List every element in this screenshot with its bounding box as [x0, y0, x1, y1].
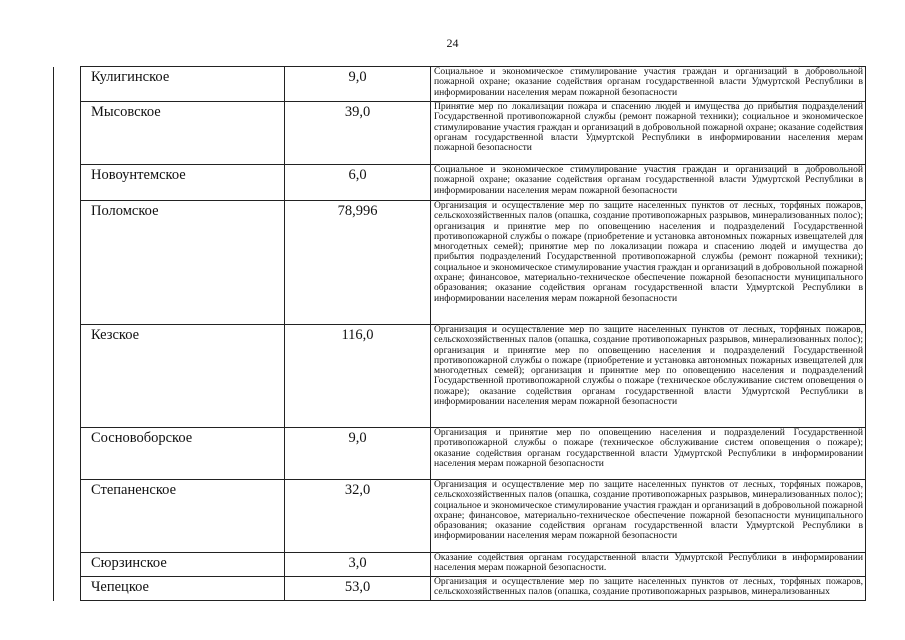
- amount-cell: 39,0: [285, 102, 431, 165]
- settlement-name: Чепецкое: [81, 577, 285, 601]
- measures-description: Организация и осуществление мер по защите населенных пунктов от лесных, торфяных пожаров, сельскохозяйственных палов (опашка, создание противопожарных разрывов, минерализованных полос); организация и принятие мер по оповещению населения и подразделений Государственной противопожарной службы о пожаре (приобретение и установка автономных пожарных извещателей для многодетных семей); организация и принятие мер по оповещению населения и подразделений Государственной противопожарной службы о пожаре (техническое обслуживание систем оповещения о пожаре); оказание содействия органам государственной власти Удмуртской Республики в информировании населения мерам пожарной безопасности: [431, 325, 866, 428]
- table-row: [54, 165, 866, 201]
- measures-description: Социальное и экономическое стимулирование участия граждан и организаций в добровольной пожарной охране; оказание содействия органам государственной власти Удмуртской Республики в информировании населения мерам пожарной безопасности: [431, 67, 866, 102]
- table-row: [54, 577, 866, 601]
- amount-cell: 53,0: [285, 577, 431, 601]
- table-row: [54, 428, 866, 480]
- amount-cell: 6,0: [285, 165, 431, 201]
- row-number-cell: [54, 165, 81, 201]
- measures-description: Организация и осуществление мер по защите населенных пунктов от лесных, торфяных пожаров, сельскохозяйственных палов (опашка, создание противопожарных разрывов, минерализованных: [431, 577, 866, 601]
- settlement-name: Сюрзинское: [81, 553, 285, 577]
- measures-description: Социальное и экономическое стимулирование участия граждан и организаций в добровольной пожарной охране; оказание содействия органам государственной власти Удмуртской Республики в информировании населения мерам пожарной безопасности: [431, 165, 866, 201]
- amount-cell: 116,0: [285, 325, 431, 428]
- row-number-cell: [54, 325, 81, 428]
- measures-description: Организация и осуществление мер по защите населенных пунктов от лесных, торфяных пожаров, сельскохозяйственных палов (опашка, создание противопожарных разрывов, минерализованных полос); социальное и экономическое стимулирование участия граждан и организаций в добровольной пожарной охране; финансовое, материально-техническое обеспечение пожарной безопасности муниципального образования; оказание содействия органам государственной власти Удмуртской Республики в информировании населения мерам пожарной безопасности: [431, 480, 866, 553]
- table-row: [54, 480, 866, 553]
- row-number-cell: [54, 428, 81, 480]
- settlement-name: Кезское: [81, 325, 285, 428]
- page-number: 24: [446, 36, 459, 50]
- measures-description: Оказание содействия органам государственной власти Удмуртской Республики в информировании населения мерам пожарной безопасности.: [431, 553, 866, 577]
- table-row: [54, 201, 866, 325]
- settlement-name: Кулигинское: [81, 67, 285, 102]
- row-number-cell: [54, 201, 81, 325]
- row-number-cell: [54, 553, 81, 577]
- row-number-cell: [54, 480, 81, 553]
- settlement-name: Сосновоборское: [81, 428, 285, 480]
- settlement-name: Новоунтемское: [81, 165, 285, 201]
- settlement-name: Степаненское: [81, 480, 285, 553]
- measures-description: Организация и осуществление мер по защите населенных пунктов от лесных, торфяных пожаров, сельскохозяйственных палов (опашка, создание противопожарных разрывов, минерализованных полос); организация и принятие мер по оповещению населения и подразделений Государственной противопожарной службы о пожаре (приобретение и установка автономных пожарных извещателей для многодетных семей); принятие мер по локализации пожара и спасению людей и имущества до прибытия подразделений Государственной противопожарной службы (ремонт пожарной техники); социальное и экономическое стимулирование участия граждан и организаций в добровольной пожарной охране; финансовое, материально-техническое обеспечение пожарной безопасности муниципального образования; оказание содействия органам государственной власти Удмуртской Республики в информировании населения мерам пожарной безопасности: [431, 201, 866, 325]
- row-number-cell: [54, 67, 81, 102]
- measures-description: Принятие мер по локализации пожара и спасению людей и имущества до прибытия подразделений Государственной противопожарной службы (ремонт пожарной техники); социальное и экономическое стимулирование участия граждан и организаций в добровольной пожарной охране; оказание содействия органам государственной власти Удмуртской Республики в информировании населения мерам пожарной безопасности: [431, 102, 866, 165]
- table-row: [54, 67, 866, 102]
- amount-cell: 3,0: [285, 553, 431, 577]
- table-row: [54, 102, 866, 165]
- amount-cell: 32,0: [285, 480, 431, 553]
- table-row: [54, 325, 866, 428]
- amount-cell: 78,996: [285, 201, 431, 325]
- amount-cell: 9,0: [285, 67, 431, 102]
- table-row: [54, 553, 866, 577]
- settlement-name: Мысовское: [81, 102, 285, 165]
- settlement-budget-table: [53, 66, 866, 601]
- row-number-cell: [54, 102, 81, 165]
- row-number-cell: [54, 577, 81, 601]
- amount-cell: 9,0: [285, 428, 431, 480]
- measures-description: Организация и принятие мер по оповещению населения и подразделений Государственной противопожарной службы о пожаре (техническое обслуживание систем оповещения о пожаре); оказание содействия органам государственной власти Удмуртской Республики в информировании населения мерам пожарной безопасности: [431, 428, 866, 480]
- settlement-name: Поломское: [81, 201, 285, 325]
